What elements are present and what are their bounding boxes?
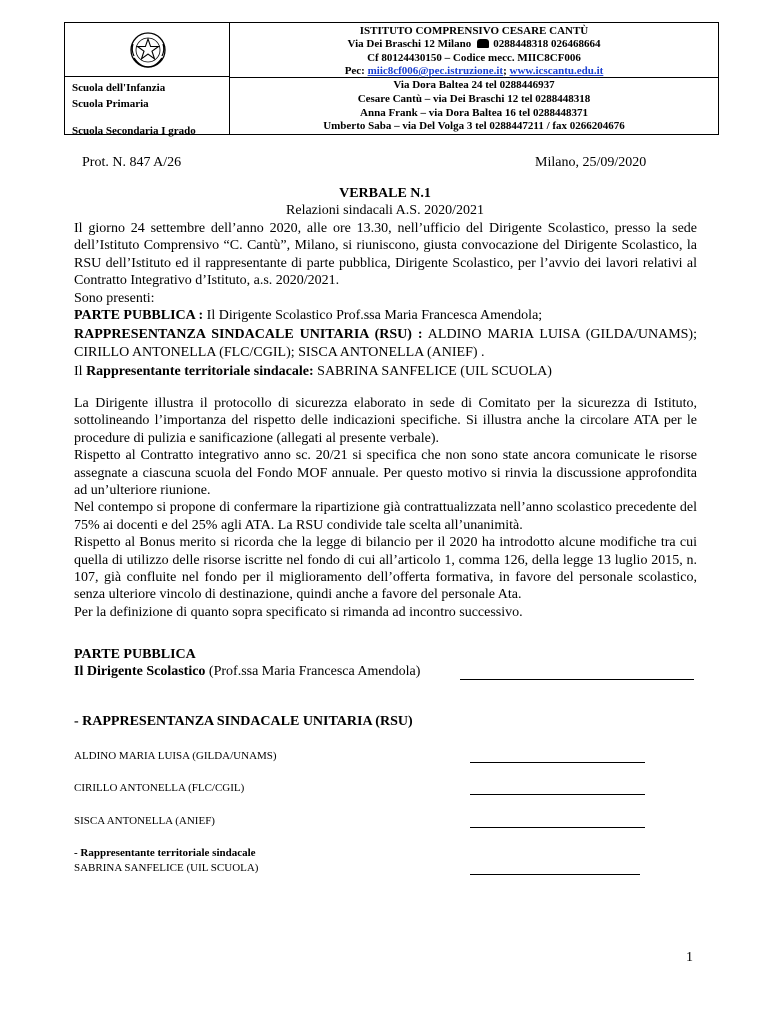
intro-paragraph: Il giorno 24 settembre dell’anno 2020, alle ore 13.30, nell’ufficio del Dirigente Scolastico, presso la sede dell’Istituto Comprensivo “C. Cantù”, Milano, si riuniscono, giusta convocazione del Dirigente Scolastico, la RSU dell’Istituto ed il rappresentante di parte pubblica, Dirigente Scolastico, per l’avvio dei lavori relativi al Contratto Integrativo d’Istituto, a.s. 2020/2021. (74, 221, 697, 289)
signature-rsu-member-cirillo: CIRILLO ANTONELLA (FLC/CGIL) (74, 782, 245, 794)
document-date: Milano, 25/09/2020 (535, 155, 647, 170)
protocol-number: Prot. N. 847 A/26 (82, 155, 182, 170)
signature-line-dirigente (460, 679, 694, 680)
intro-block (74, 220, 697, 381)
document-subtitle: Relazioni sindacali A.S. 2020/2021 (286, 203, 484, 218)
paragraph-ripartizione: Nel contempo si propone di confermare la ripartizione già contrattualizzata nell’anno scolastico precedente del 75% ai docenti e del 25% agli ATA. La RSU condivide tale scelta all’unanimità. (74, 500, 697, 533)
discussion-block (74, 395, 697, 621)
signature-dirigente-name: (Prof.ssa Maria Francesca Amendola) (205, 664, 421, 680)
signature-dirigente-label: Il Dirigente Scolastico (74, 664, 206, 680)
emblem-cell (65, 23, 229, 77)
territoriale-prefix: Il (74, 364, 87, 380)
territoriale-line (74, 363, 697, 380)
institute-address-phone (230, 38, 718, 51)
school-type-infanzia: Scuola dell'Infanzia (72, 82, 166, 94)
institute-pec-web: Pec: miic8cf006@pec.istruzione.it; www.icscantu.edu.it (344, 64, 604, 77)
website-link[interactable]: www.icscantu.edu.it (509, 64, 604, 77)
document-title: VERBALE N.1 (339, 186, 431, 201)
signature-line-territoriale (470, 874, 640, 875)
parte-pubblica-label: PARTE PUBBLICA : (74, 308, 204, 324)
pec-email-link[interactable]: miic8cf006@pec.istruzione.it (367, 64, 504, 77)
telephone-icon (477, 39, 489, 48)
site-umberto-saba: Umberto Saba – via Del Volga 3 tel 0288447211 / fax 0266204676 (323, 120, 625, 133)
signature-line-aldino (470, 762, 645, 763)
institute-address: Via Dei Braschi 12 Milano (347, 38, 472, 51)
republic-emblem-icon (128, 30, 168, 70)
signature-territoriale-heading: - Rappresentante territoriale sindacale (74, 847, 256, 859)
signature-territoriale-name: SABRINA SANFELICE (UIL SCUOLA) (74, 862, 259, 874)
territoriale-label: Rappresentante territoriale sindacale: (86, 364, 314, 380)
paragraph-bonus-merito: Rispetto al Bonus merito si ricorda che la legge di bilancio per il 2020 ha introdotto alcune modifiche tra cui quella di utilizzo delle risorse iscritte nel fondo di cui all’articolo 1, comma 126, della legge 13 luglio 2015, n. 107, già confluite nel fondo per il miglioramento dell’offerta formativa, in favore del personale scolastico, senza ulteriore vincolo di destinazione, quindi anche a favore del personale Ata. (74, 535, 697, 603)
site-dora-baltea: Via Dora Baltea 24 tel 0288446937 (393, 79, 555, 91)
signature-rsu-heading: - RAPPRESENTANZA SINDACALE UNITARIA (RSU) (74, 714, 413, 729)
institute-name: ISTITUTO COMPRENSIVO CESARE CANTÙ (359, 25, 589, 37)
institute-phones: 0288448318 026468664 (493, 38, 601, 51)
rsu-line (74, 326, 697, 361)
signature-rsu-member-sisca: SISCA ANTONELLA (ANIEF) (74, 815, 215, 827)
paragraph-rimando: Per la definizione di quanto sopra specificato si rimanda ad incontro successivo. (74, 604, 523, 620)
paragraph-contratto: Rispetto al Contratto integrativo anno sc. 20/21 si specifica che non sono state ancora comunicate le risorse assegnate a ciascuna scuola del Fondo MOF annuale. Per questo motivo si rinvia la discussione approfondita ad un’ulteriore riunione. (74, 448, 697, 499)
rsu-text: ALDINO MARIA LUISA (GILDA/UNAMS); CIRILLO ANTONELLA (FLC/CGIL); SISCA ANTONELLA (ANIEF) . (74, 327, 697, 360)
letterhead (64, 22, 719, 135)
school-type-primaria: Scuola Primaria (72, 98, 149, 110)
paragraph-sicurezza: La Dirigente illustra il protocollo di sicurezza elaborato in sede di Comitato per la sicurezza di Istituto, sottolineando l’importanza del rispetto delle indicazioni specifiche. Si illustra anche la circolare ATA per le procedure di pulizia e sanificazione (allegati al presente verbale). (74, 396, 697, 446)
school-type-secondaria: Scuola Secondaria I grado (72, 125, 196, 137)
institute-info (230, 23, 718, 78)
institute-cf: Cf 80124430150 – Codice mecc. MIIC8CF006 (367, 51, 581, 64)
school-types (72, 80, 196, 139)
parte-pubblica-line (74, 307, 697, 324)
signature-line-sisca (470, 827, 645, 828)
school-sites (230, 79, 718, 134)
site-cesare-cantu: Cesare Cantù – via Dei Braschi 12 tel 0288448318 (357, 92, 591, 105)
letterhead-right-column (230, 23, 718, 134)
signature-parte-pubblica (74, 646, 697, 681)
page-number: 1 (686, 950, 693, 965)
rsu-label: RAPPRESENTANZA SINDACALE UNITARIA (RSU) : (74, 327, 423, 343)
signature-rsu-member-aldino: ALDINO MARIA LUISA (GILDA/UNAMS) (74, 750, 277, 762)
letterhead-left-column (65, 23, 230, 137)
parte-pubblica-text: Il Dirigente Scolastico Prof.ssa Maria Francesca Amendola; (203, 308, 543, 324)
present-label: Sono presenti: (74, 290, 155, 306)
territoriale-text: SABRINA SANFELICE (UIL SCUOLA) (313, 364, 552, 380)
pec-label: Pec: (344, 64, 365, 77)
signature-parte-pubblica-heading: PARTE PUBBLICA (74, 647, 196, 662)
site-anna-frank: Anna Frank – via Dora Baltea 16 tel 0288448371 (360, 106, 588, 119)
signature-line-cirillo (470, 794, 645, 795)
